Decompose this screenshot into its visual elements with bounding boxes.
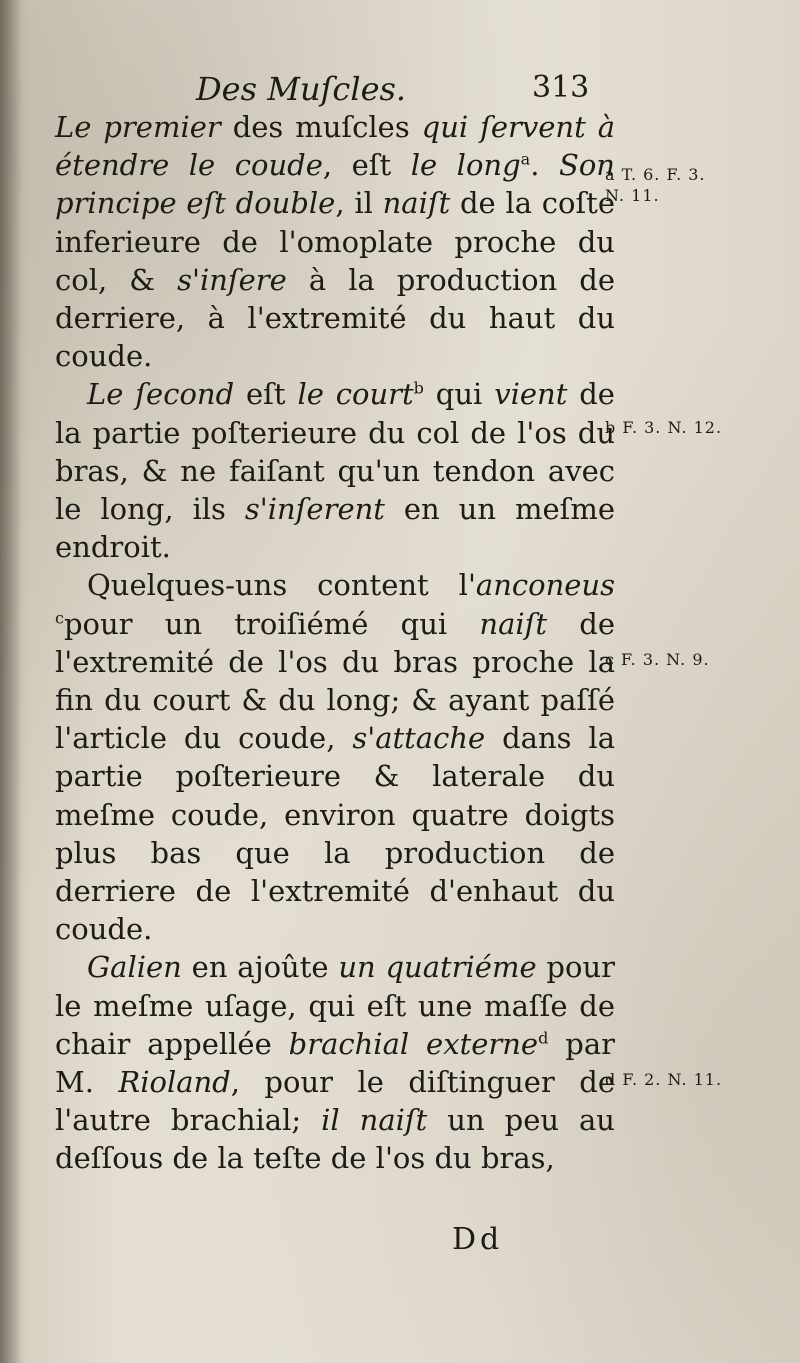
note-reference: b [413,378,424,398]
gutter-shadow [0,0,22,1363]
page-number: 313 [532,70,590,105]
italic-text: s'attache [352,721,486,756]
italic-text: brachial externe [288,1026,539,1061]
text-run: dans la partie poſterieure & laterale du meſme coude, environ quatre doigts plus bas que la production de derriere de l'extremité d'enhaut du coude. [55,721,615,947]
margin-note-b: b F. 3. N. 12. [605,418,723,437]
margin-note-d: d F. 2. N. 11. [605,1070,723,1089]
text-run: Quelques-uns content l' [87,568,476,603]
paragraph [55,108,615,375]
body-text [55,108,615,1178]
italic-text: s'inſere [177,262,287,297]
note-reference: a [520,149,531,169]
paragraph [55,566,615,948]
text-run: , il [335,186,383,221]
running-head-title: Des Muſcles. [196,70,407,108]
note-reference: d [538,1028,549,1048]
text-run: pour un troiſiémé qui [63,606,480,641]
text-run: par M. [55,1026,615,1100]
note-reference: c [55,607,64,627]
text-run: en un meſme endroit. [55,492,615,565]
text-run: , eſt [322,148,411,183]
italic-text: Le premier [55,110,221,144]
italic-text: Son principe eſt double [55,148,615,221]
italic-text: s'inſerent [244,492,385,527]
italic-text: Le ſecond [87,377,235,412]
text-run: en ajoûte [181,950,339,985]
text-run: de l'extremité de l'os du bras proche la fin du court & du long; & ayant paſſé l'article du coude, [55,606,616,756]
italic-text: naiſt [382,186,451,221]
italic-text: vient [494,377,568,412]
text-run: , pour le diſtinguer de l'autre brachial; [55,1065,615,1138]
signature-mark: Dd [452,1222,504,1257]
paragraph [55,375,615,566]
text-run: des muſcles [220,110,422,144]
text-run: qui [423,377,495,412]
text-run: de la partie poſterieure du col de l'os du bras, & ne faiſant qu'un tendon avec le long, ils [55,377,615,527]
text-run: . [530,148,559,183]
italic-text: Galien [87,950,182,985]
italic-text: le court [297,377,414,412]
italic-text: Rioland [118,1065,231,1100]
text-run: pour le meſme uſage, qui eſt une maſſe de chair appellée [55,950,615,1061]
margin-note-a: a T. 6. F. 3. N. 11. [605,165,706,205]
margin-note-c: c F. 3. N. 9. [605,650,710,669]
italic-text: anconeus [475,568,615,603]
paragraph [55,948,615,1177]
italic-text: naiſt [479,606,548,641]
italic-text: il naiſt [321,1103,428,1138]
text-run: eſt [234,377,298,412]
text-run: de la coſte inferieure de l'omoplate proche du col, & [55,186,615,297]
text-run: à la production de derriere, à l'extremité du haut du coude. [55,262,615,374]
italic-text: le long [410,148,521,183]
text-run: un peu au deſſous de la teſte de l'os du bras, [55,1103,615,1176]
running-head [196,70,596,110]
italic-text: un quatriéme [338,950,537,985]
italic-text: qui ſervent à étendre le coude [55,110,615,183]
